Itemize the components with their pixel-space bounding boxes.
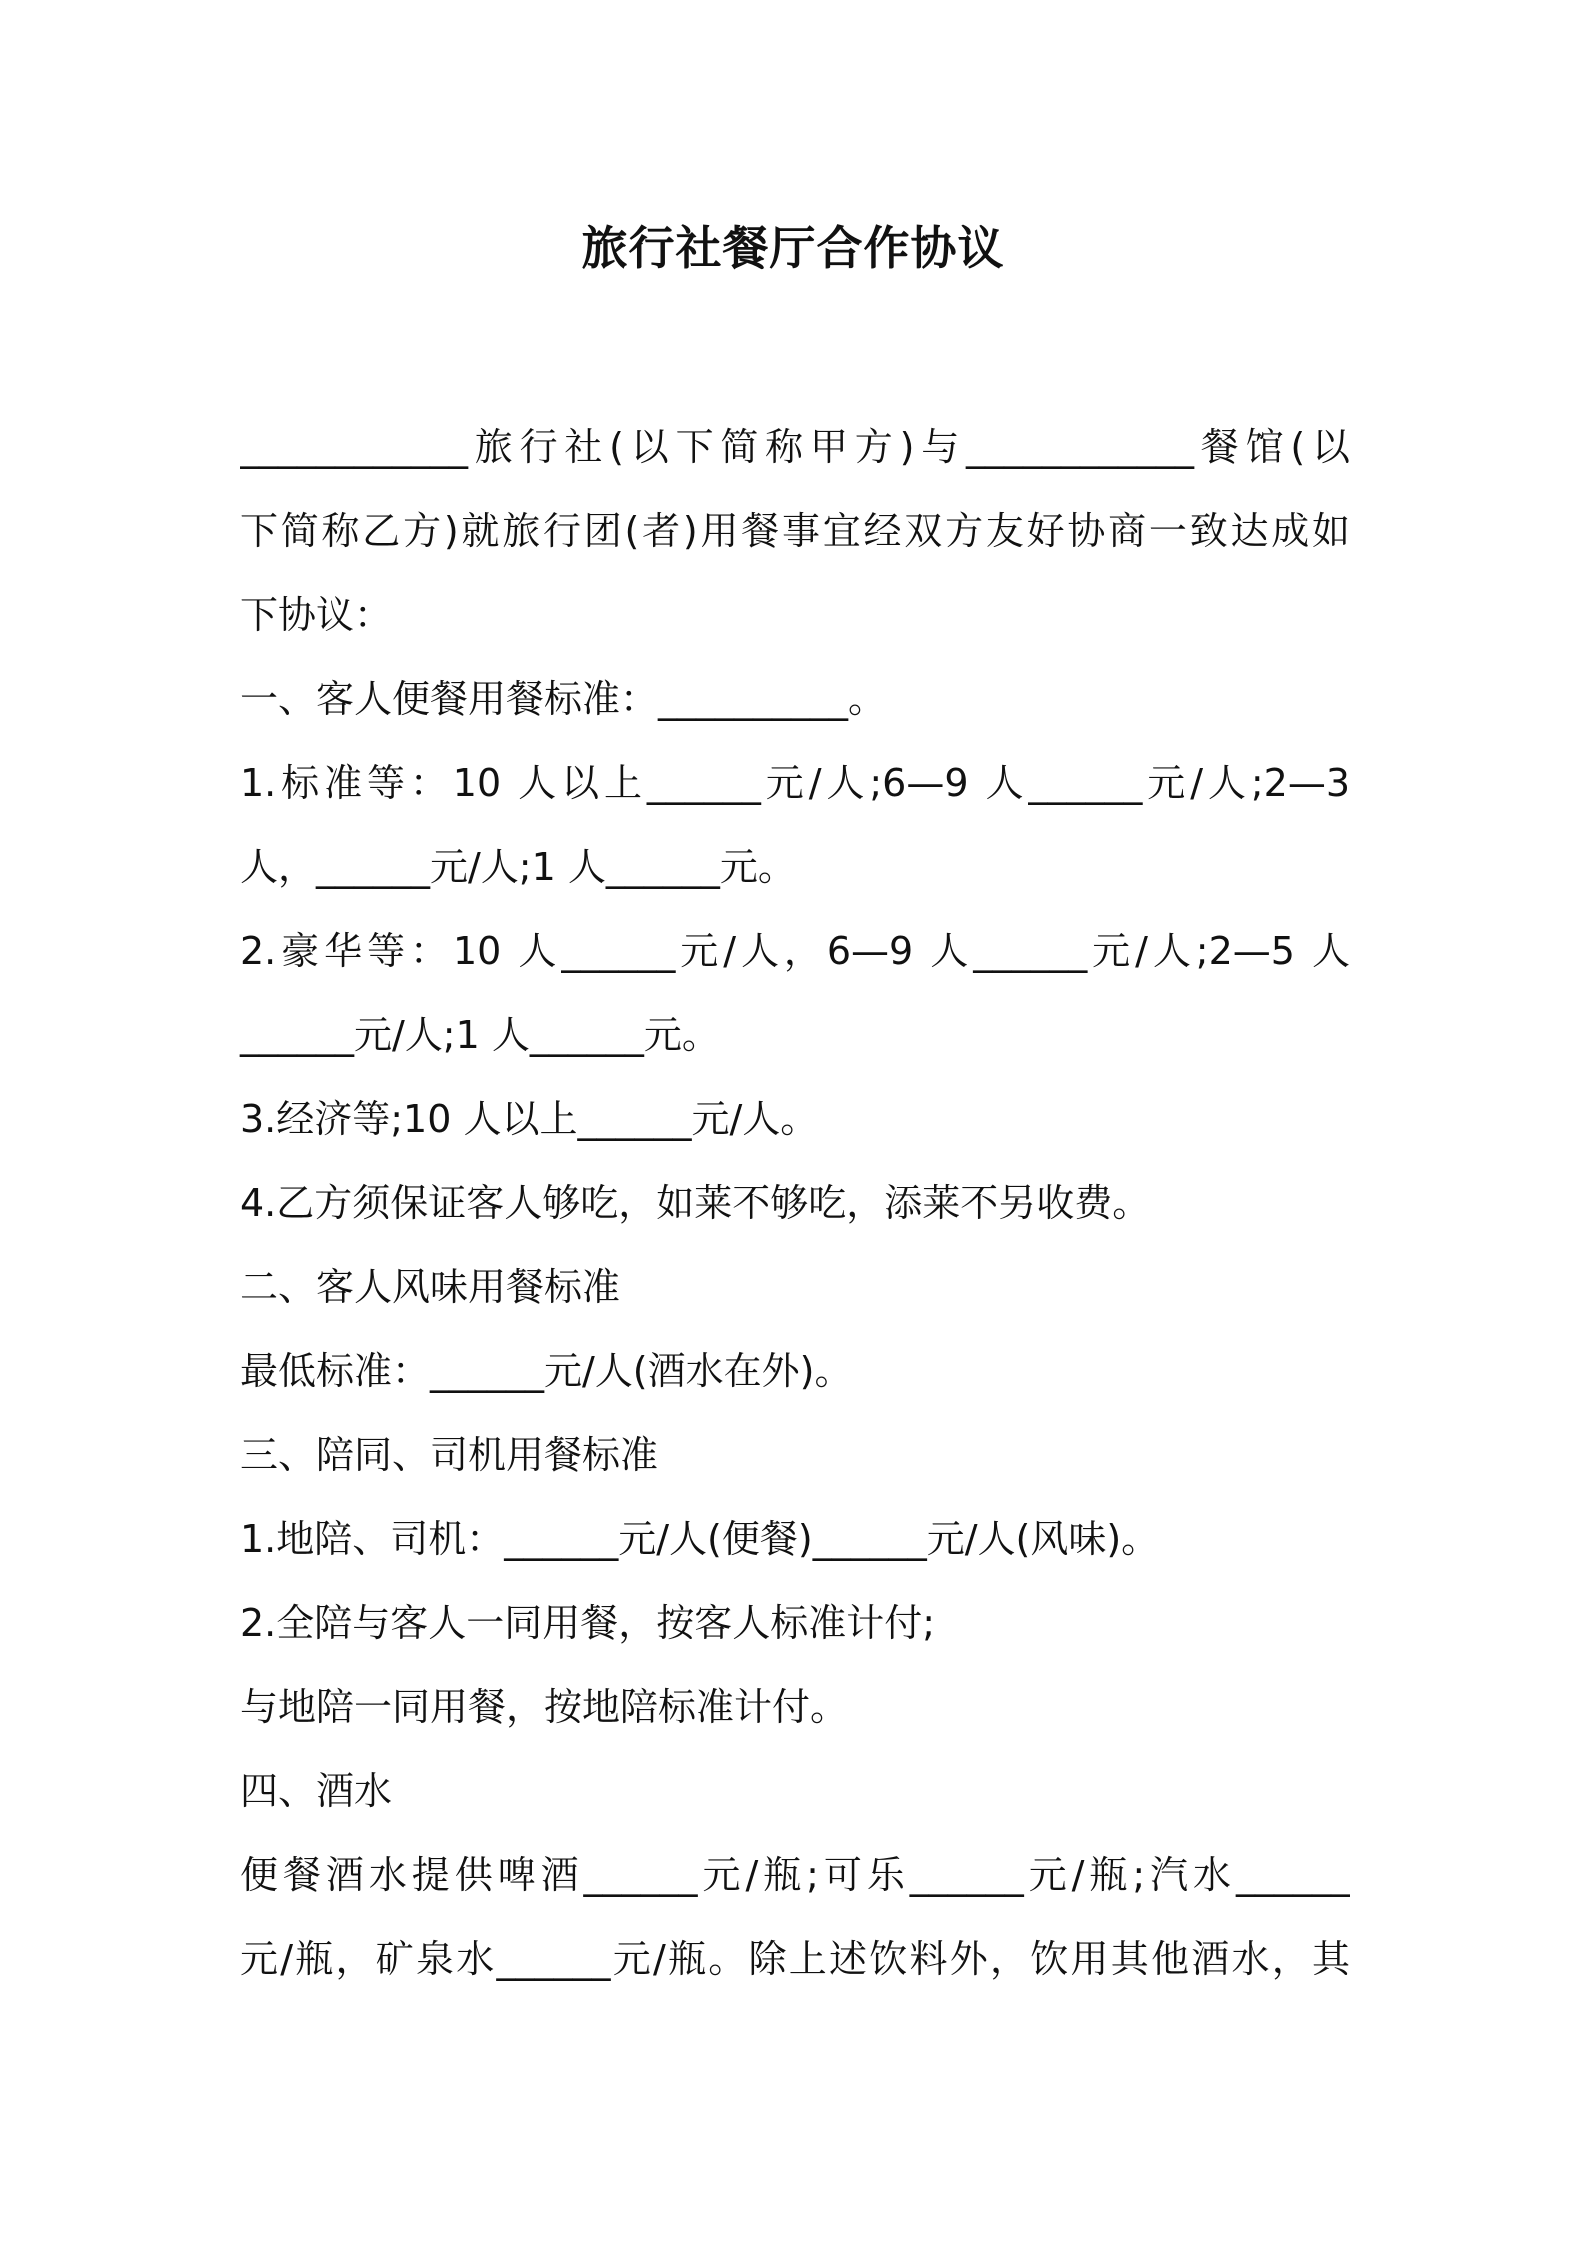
body-line-18: 便餐酒水提供啤酒______元/瓶;可乐______元/瓶;汽水______ <box>240 1853 1350 1897</box>
body-line-6: 人，______元/人;1 人______元。 <box>240 845 796 889</box>
body-line-3: 下协议： <box>240 593 393 637</box>
section-heading-4: 四、酒水 <box>240 1769 393 1813</box>
body-line-10: 4.乙方须保证客人够吃，如莱不够吃，添莱不另收费。 <box>240 1181 1151 1225</box>
section-heading-3: 三、陪同、司机用餐标准 <box>240 1433 659 1477</box>
body-line-2: 下简称乙方)就旅行团(者)用餐事宜经双方友好协商一致达成如 <box>240 509 1350 553</box>
body-line-19: 元/瓶，矿泉水______元/瓶。除上述饮料外，饮用其他酒水，其 <box>240 1937 1350 1981</box>
document-body <box>240 405 1350 2001</box>
body-line-9: 3.经济等;10 人以上______元/人。 <box>240 1097 819 1141</box>
body-line-15: 2.全陪与客人一同用餐，按客人标准计付; <box>240 1601 936 1645</box>
body-line-14: 1.地陪、司机：______元/人(便餐)______元/人(风味)。 <box>240 1517 1160 1561</box>
body-line-5: 1.标准等：10 人以上______元/人;6—9 人______元/人;2—3 <box>240 761 1350 805</box>
body-line-1: ____________旅行社(以下简称甲方)与____________餐馆(以 <box>240 425 1350 469</box>
body-line-7: 2.豪华等：10 人______元/人，6—9 人______元/人;2—5 人 <box>240 929 1350 973</box>
body-line-8: ______元/人;1 人______元。 <box>240 1013 720 1057</box>
body-line-12: 最低标准：______元/人(酒水在外)。 <box>240 1349 853 1393</box>
section-heading-2: 二、客人风味用餐标准 <box>240 1265 621 1309</box>
document-title: 旅行社餐厅合作协议 <box>581 221 1005 275</box>
section-heading-1: 一、客人便餐用餐标准：__________。 <box>240 677 887 721</box>
body-line-16: 与地陪一同用餐，按地陪标准计付。 <box>240 1685 849 1729</box>
